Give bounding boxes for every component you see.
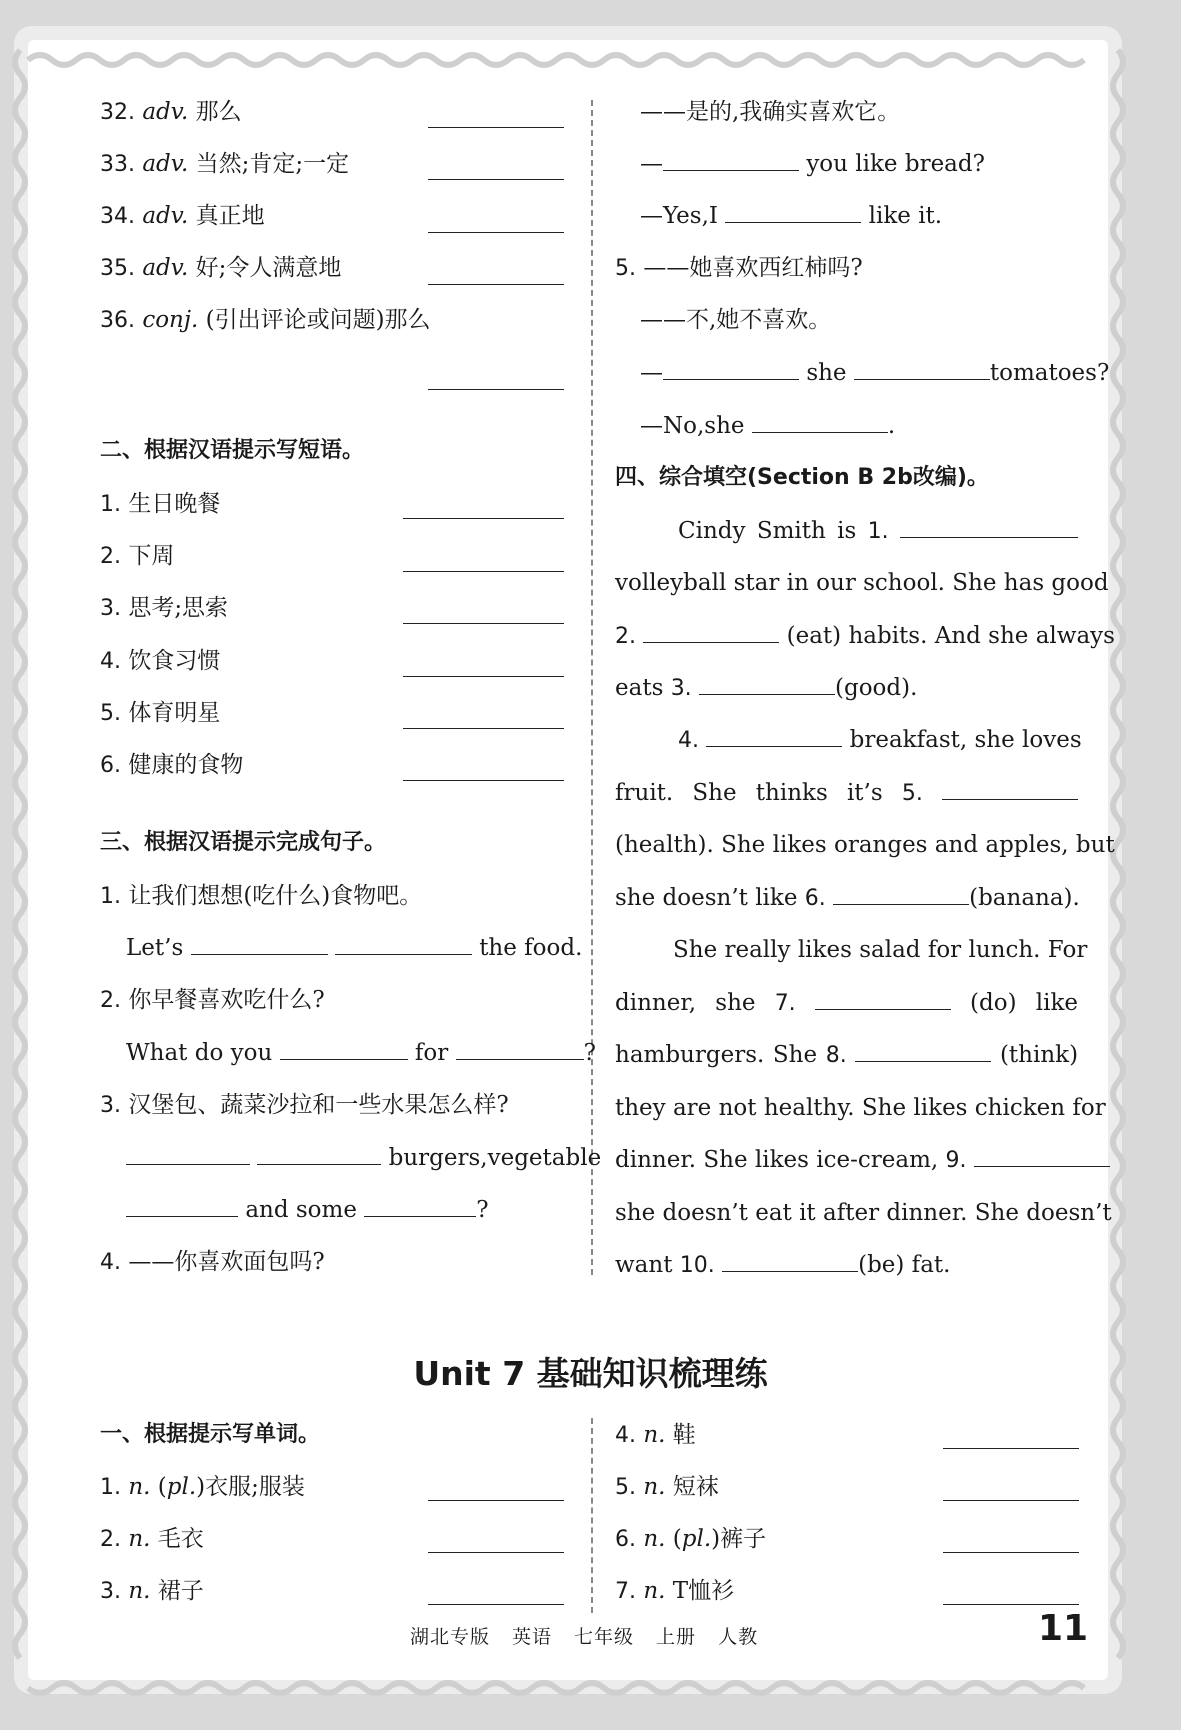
answer-blank[interactable] (403, 623, 564, 624)
answer-blank[interactable] (663, 357, 799, 380)
cloze-blank-9[interactable] (974, 1144, 1110, 1167)
sentence-q1-cn: 1. 让我们想想(吃什么)食物吧。 (100, 883, 423, 909)
unit-title: Unit 7 基础知识梳理练 (413, 1354, 768, 1393)
cloze-line-4: eats 3. (good). (615, 672, 917, 705)
cloze-blank-4[interactable] (706, 724, 842, 747)
sentence-q5-cn2: ——不,她不喜欢。 (640, 307, 832, 333)
cloze-line-7: (health). She likes oranges and apples, but (615, 832, 1115, 858)
cloze-line-15: want 10. (be) fat. (615, 1249, 950, 1282)
footer: 湖北专版 英语 七年级 上册 人教 (410, 1626, 759, 1648)
answer-blank[interactable] (428, 1552, 564, 1553)
sentence-q5-en2: —No,she . (640, 410, 895, 442)
cloze-line-11: hamburgers. She 8. (think) (615, 1039, 1078, 1072)
cloze-blank-2[interactable] (643, 620, 779, 643)
column-divider-unit7 (591, 1418, 593, 1613)
answer-blank[interactable] (456, 1037, 584, 1060)
cloze-line-1: Cindy Smith is 1. (678, 515, 1078, 548)
sentence-q4-en2: —Yes,I like it. (640, 200, 942, 232)
cloze-line-12: they are not healthy. She likes chicken for (615, 1095, 1106, 1121)
answer-blank[interactable] (428, 1500, 564, 1501)
answer-blank[interactable] (191, 932, 328, 955)
page-number: 11 (1038, 1608, 1089, 1649)
phrase-item: 2. 下周 (100, 543, 175, 569)
answer-blank[interactable] (280, 1037, 408, 1060)
phrase-item: 5. 体育明星 (100, 700, 221, 726)
cloze-line-2: volleyball star in our school. She has good (615, 570, 1109, 596)
answer-blank[interactable] (257, 1142, 381, 1165)
answer-blank[interactable] (428, 1604, 564, 1605)
answer-blank[interactable] (663, 148, 799, 171)
answer-blank[interactable] (943, 1448, 1079, 1449)
answer-blank[interactable] (943, 1604, 1079, 1605)
phrase-item: 6. 健康的食物 (100, 752, 244, 778)
cloze-line-9: She really likes salad for lunch. For (673, 937, 1088, 963)
answer-blank[interactable] (428, 389, 564, 390)
vocab-item-32: 32. adv. 那么 (100, 99, 242, 125)
cloze-blank-8[interactable] (855, 1039, 991, 1062)
cloze-blank-5[interactable] (942, 777, 1078, 800)
section2-heading: 二、根据汉语提示写短语。 (100, 438, 365, 463)
cloze-line-3: 2. (eat) habits. And she always (615, 620, 1115, 653)
cloze-line-10: dinner, she 7. (do) like (615, 987, 1078, 1020)
sentence-q5-cn: 5. ——她喜欢西红柿吗? (615, 255, 863, 281)
answer-blank[interactable] (335, 932, 472, 955)
answer-blank[interactable] (364, 1194, 476, 1217)
sentence-q2-en: What do you for ? (126, 1037, 596, 1069)
sentence-q2-cn: 2. 你早餐喜欢吃什么? (100, 987, 325, 1013)
sentence-q4-cn2: ——是的,我确实喜欢它。 (640, 99, 901, 125)
sentence-q1-en: Let’s the food. (126, 932, 582, 964)
phrase-item: 3. 思考;思索 (100, 595, 229, 621)
cloze-blank-3[interactable] (699, 672, 835, 695)
unit7-item-4: 4. n. 鞋 (615, 1422, 696, 1448)
column-divider (591, 100, 593, 1275)
vocab-item-34: 34. adv. 真正地 (100, 203, 265, 229)
cloze-line-6: fruit. She thinks it’s 5. (615, 777, 1078, 810)
answer-blank[interactable] (403, 780, 564, 781)
answer-blank[interactable] (428, 179, 564, 180)
cloze-line-8: she doesn’t like 6. (banana). (615, 882, 1080, 915)
answer-blank[interactable] (126, 1194, 238, 1217)
vocab-item-33: 33. adv. 当然;肯定;一定 (100, 151, 350, 177)
unit7-item-6: 6. n. (pl.)裤子 (615, 1526, 767, 1552)
answer-blank[interactable] (943, 1552, 1079, 1553)
sentence-q3-en-1: burgers,vegetable (126, 1142, 601, 1174)
sentence-q4-cn: 4. ——你喜欢面包吗? (100, 1249, 325, 1275)
answer-blank[interactable] (403, 676, 564, 677)
answer-blank[interactable] (126, 1142, 250, 1165)
vocab-item-36: 36. conj. (引出评论或问题)那么 (100, 307, 431, 333)
answer-blank[interactable] (403, 518, 564, 519)
answer-blank[interactable] (943, 1500, 1079, 1501)
cloze-line-14: she doesn’t eat it after dinner. She doesn’t (615, 1200, 1112, 1226)
unit7-item-3: 3. n. 裙子 (100, 1578, 204, 1604)
cloze-blank-6[interactable] (833, 882, 969, 905)
sentence-q5-en1: — she tomatoes? (640, 357, 1109, 389)
unit7-item-7: 7. n. T恤衫 (615, 1578, 735, 1604)
sentence-q3-en-2: and some ? (126, 1194, 489, 1226)
answer-blank[interactable] (854, 357, 990, 380)
cloze-blank-7[interactable] (815, 987, 951, 1010)
phrase-item: 4. 饮食习惯 (100, 648, 221, 674)
unit7-item-2: 2. n. 毛衣 (100, 1526, 204, 1552)
answer-blank[interactable] (752, 410, 888, 433)
answer-blank[interactable] (428, 127, 564, 128)
cloze-blank-10[interactable] (722, 1249, 858, 1272)
unit7-section1-heading: 一、根据提示写单词。 (100, 1422, 321, 1447)
answer-blank[interactable] (403, 728, 564, 729)
unit7-item-1: 1. n. (pl.)衣服;服装 (100, 1474, 305, 1500)
cloze-line-5: 4. breakfast, she loves (678, 724, 1078, 757)
answer-blank[interactable] (428, 284, 564, 285)
answer-blank[interactable] (725, 200, 861, 223)
section3-heading: 三、根据汉语提示完成句子。 (100, 830, 387, 855)
answer-blank[interactable] (428, 232, 564, 233)
phrase-item: 1. 生日晚餐 (100, 491, 221, 517)
sentence-q4-en1: — you like bread? (640, 148, 985, 180)
section4-heading: 四、综合填空(Section B 2b改编)。 (615, 465, 989, 490)
sentence-q3-cn: 3. 汉堡包、蔬菜沙拉和一些水果怎么样? (100, 1092, 509, 1118)
cloze-line-13: dinner. She likes ice-cream, 9. (615, 1144, 1110, 1177)
vocab-item-35: 35. adv. 好;令人满意地 (100, 255, 342, 281)
answer-blank[interactable] (403, 571, 564, 572)
unit7-item-5: 5. n. 短袜 (615, 1474, 719, 1500)
cloze-blank-1[interactable] (900, 515, 1078, 538)
